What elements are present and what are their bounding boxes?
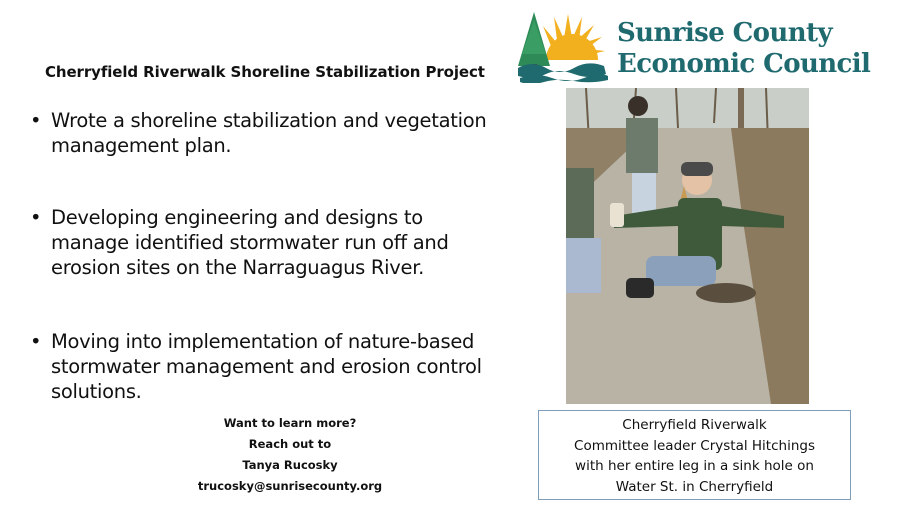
bullet-line: solutions. [51,380,142,403]
bullet-item [30,108,486,158]
contact-prompt: Want to learn more? [223,416,357,430]
contact-email: trucosky@sunrisecounty.org [197,479,383,493]
bullet-line: erosion sites on the Narraguagus River. [51,256,425,279]
sinkhole-photo [566,88,809,404]
photo-illustration [566,88,809,404]
sunrise-logo-icon [516,8,616,83]
caption-line: Water St. in Cherryfield [615,478,774,495]
organization-logo [516,8,871,83]
bullet-item [30,205,449,280]
caption-line: Committee leader Crystal Hitchings [574,437,815,454]
caption-line: with her entire leg in a sink hole on [575,458,814,474]
bullet-line: Moving into implementation of nature-based [51,330,475,353]
bullet-line: stormwater management and erosion control [51,355,482,378]
logo-line: Economic Council [617,49,871,79]
contact-info [180,413,400,497]
contact-name: Tanya Rucosky [242,458,338,472]
bullet-line: Wrote a shoreline stabilization and vegetation [51,109,487,132]
bullet-line: management plan. [51,134,232,157]
bullet-line: Developing engineering and designs to [51,206,423,229]
photo-caption [538,410,851,500]
caption-line: Cherryfield Riverwalk [622,417,767,433]
logo-text [617,18,870,80]
logo-line: Sunrise County [617,18,832,48]
bullet-line: manage identified stormwater run off and [51,231,449,254]
contact-reach-out: Reach out to [248,437,332,451]
slide-title: Cherryfield Riverwalk Shoreline Stabilization Project [45,63,485,81]
bullet-item [30,329,482,404]
